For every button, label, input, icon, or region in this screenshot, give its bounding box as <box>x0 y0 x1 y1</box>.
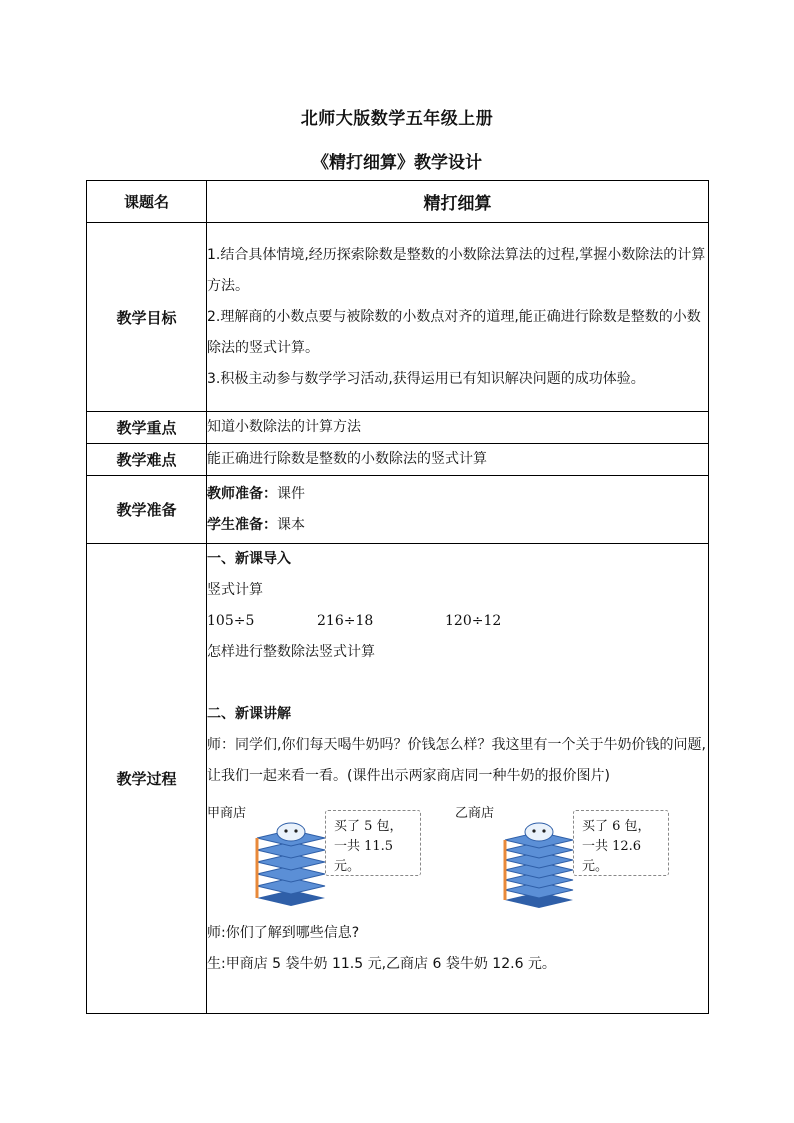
prep-row <box>87 476 709 544</box>
student-answer: 生:甲商店 5 袋牛奶 11.5 元,乙商店 6 袋牛奶 12.6 元。 <box>207 956 556 972</box>
difficulty-label: 教学难点 <box>87 444 207 476</box>
store-b-bubble: 买了 6 包，一共 12.6 元。 <box>573 810 669 876</box>
prep-student-label: 学生准备： <box>207 516 277 533</box>
process-label: 教学过程 <box>87 544 207 1014</box>
store-a-bubble: 买了 5 包，一共 11.5 元。 <box>325 810 421 876</box>
document-title: 北师大版数学五年级上册 <box>300 109 494 129</box>
how-question: 怎样进行整数除法竖式计算 <box>207 644 375 660</box>
prep-teacher-label: 教师准备： <box>207 485 277 502</box>
price-illustration <box>207 802 708 912</box>
milk-stack-icon <box>251 810 329 910</box>
key-row <box>87 412 709 444</box>
vertical-calc-label: 竖式计算 <box>207 582 263 598</box>
store-a-name: 甲商店 <box>207 806 247 821</box>
process-content <box>207 544 709 1014</box>
spacer <box>207 668 708 699</box>
section1-heading: 一、新课导入 <box>207 551 291 567</box>
teacher-intro: 师：同学们,你们每天喝牛奶吗？价钱怎么样？我这里有一个关于牛奶价钱的问题,让我们一起来看一看。(课件出示两家商店同一种牛奶的报价图片) <box>207 737 706 784</box>
goals-content <box>207 223 709 412</box>
prep-label: 教学准备 <box>87 476 207 544</box>
calc-item: 216÷18 <box>317 613 374 629</box>
goal-item: 1.结合具体情境,经历探索除数是整数的小数除法算法的过程,掌握小数除法的计算方法。 <box>207 246 706 294</box>
calc-row <box>207 606 708 637</box>
goals-label: 教学目标 <box>87 223 207 412</box>
process-row <box>87 544 709 1014</box>
difficulty-row <box>87 444 709 476</box>
prep-content <box>207 476 709 544</box>
goal-item: 2.理解商的小数点要与被除数的小数点对齐的道理,能正确进行除数是整数的小数除法的竖式计算。 <box>207 308 701 356</box>
key-value: 知道小数除法的计算方法 <box>207 412 709 444</box>
store-b <box>455 802 685 912</box>
section2-heading: 二、新课讲解 <box>207 706 291 722</box>
store-a <box>207 802 437 912</box>
topic-label: 课题名 <box>87 181 207 223</box>
calc-item: 105÷5 <box>207 613 255 629</box>
store-b-name: 乙商店 <box>455 806 495 821</box>
calc-item: 120÷12 <box>445 613 502 629</box>
key-label: 教学重点 <box>87 412 207 444</box>
prep-student-value: 课本 <box>277 516 305 533</box>
goal-item: 3.积极主动参与数学学习活动,获得运用已有知识解决问题的成功体验。 <box>207 370 645 387</box>
prep-teacher-value: 课件 <box>277 485 305 502</box>
topic-value: 精打细算 <box>207 181 709 223</box>
milk-stack-icon <box>499 810 577 910</box>
lesson-plan-table <box>86 180 709 1014</box>
difficulty-value: 能正确进行除数是整数的小数除法的竖式计算 <box>207 444 709 476</box>
teacher-question: 师:你们了解到哪些信息? <box>207 925 360 941</box>
goals-row <box>87 223 709 412</box>
topic-row <box>87 181 709 223</box>
document-subtitle: 《精打细算》教学设计 <box>312 153 482 173</box>
